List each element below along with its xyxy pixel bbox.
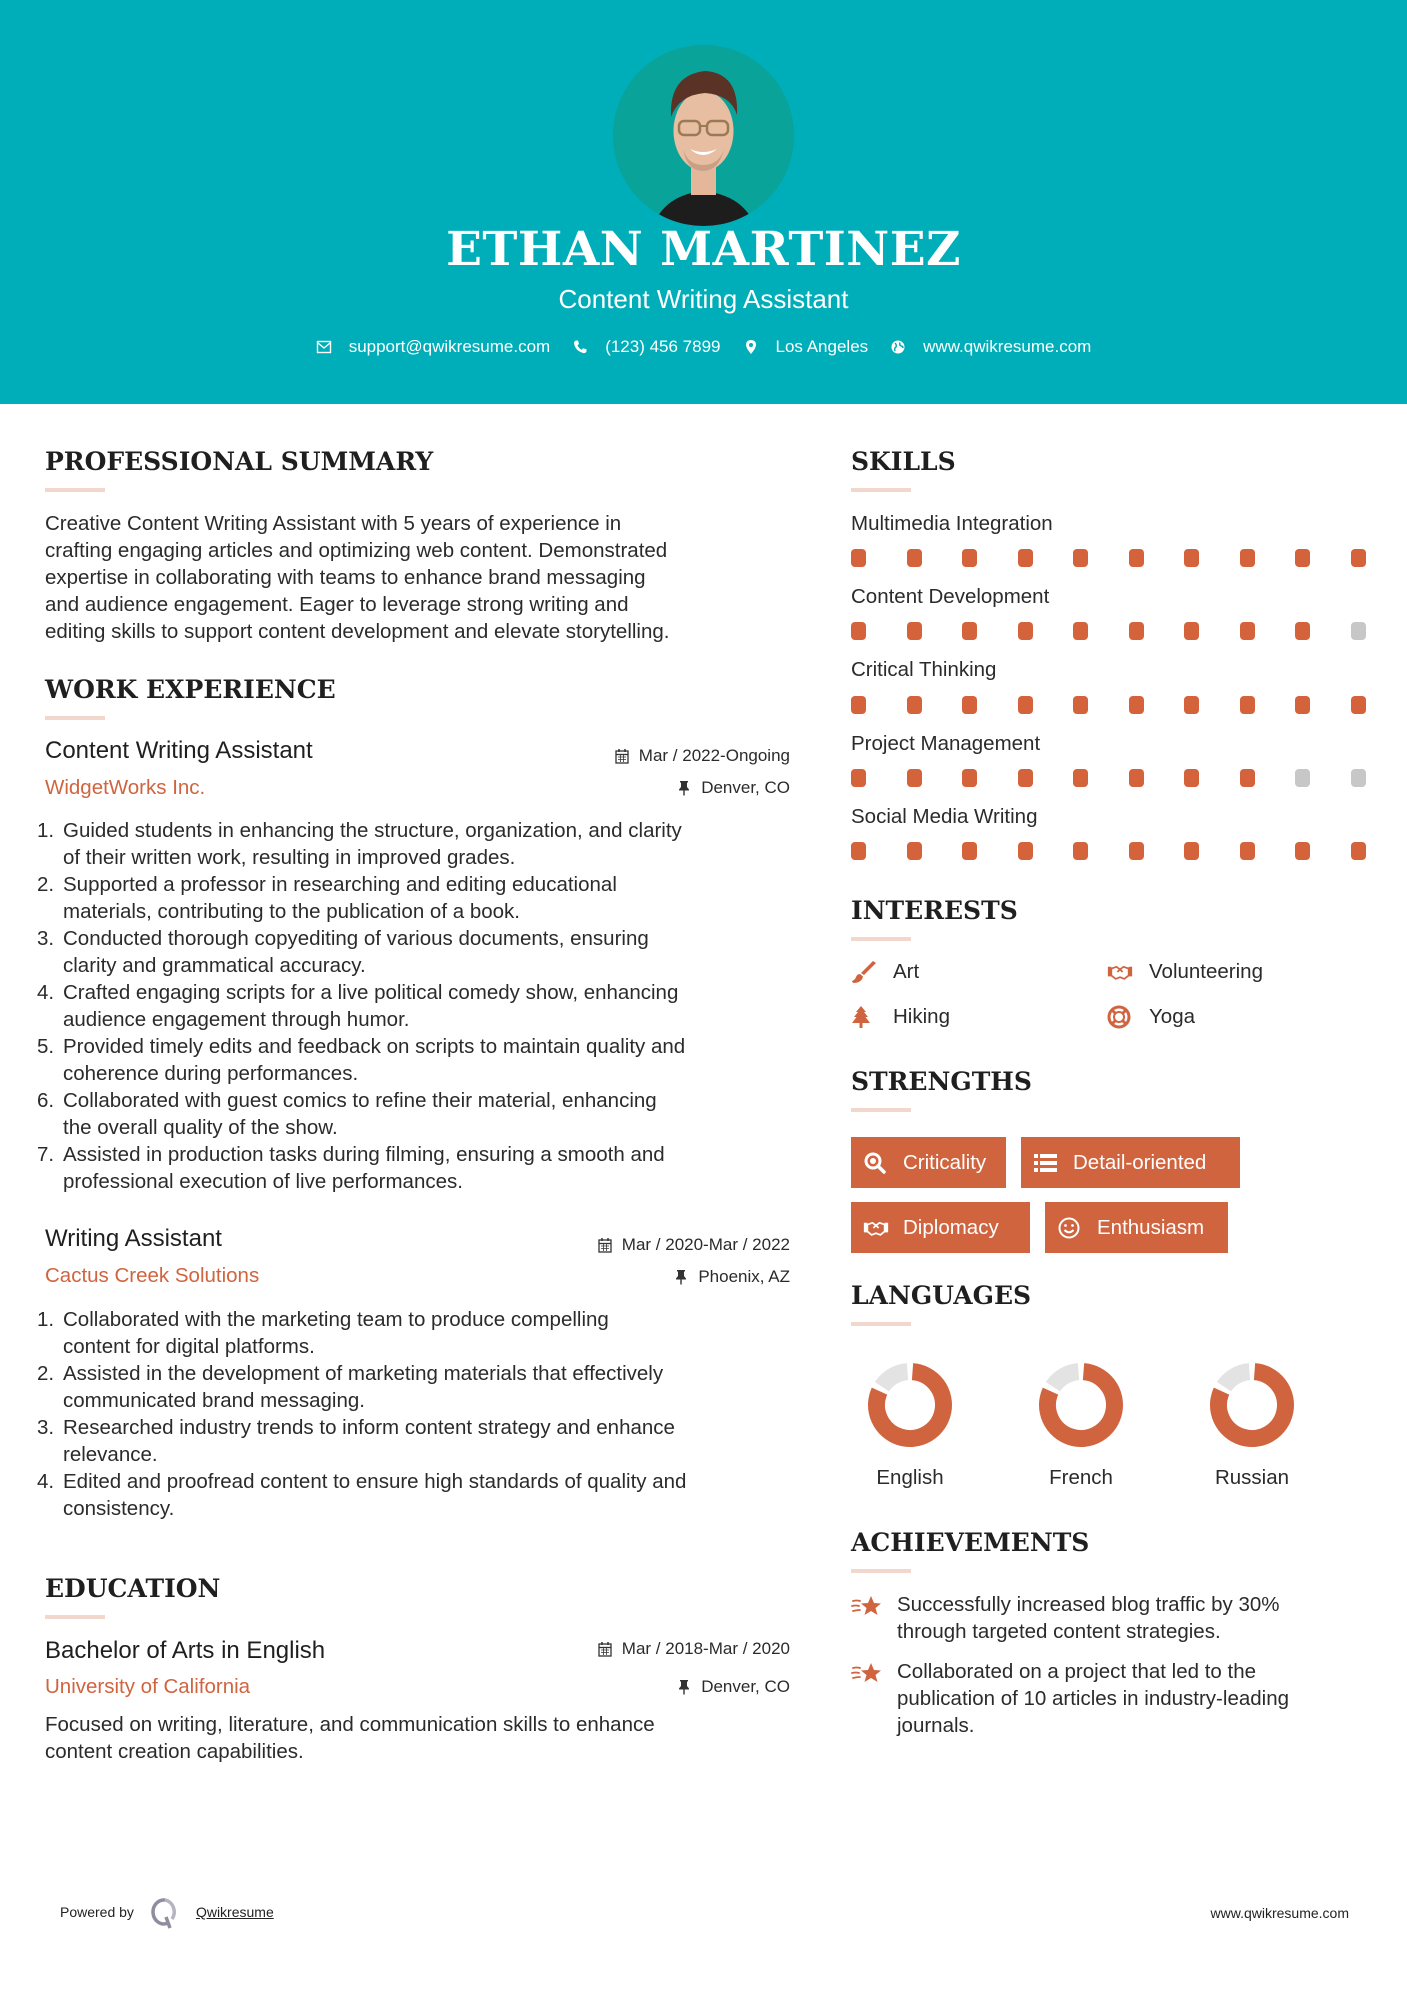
contact-website[interactable] bbox=[890, 337, 1091, 357]
skills-heading-rule bbox=[851, 488, 911, 492]
phone-icon bbox=[572, 339, 588, 355]
list-item bbox=[37, 1033, 797, 1087]
item-line: Assisted in production tasks during filming, ensuring a smooth and bbox=[63, 1143, 665, 1166]
item-number: 6. bbox=[37, 1089, 55, 1112]
education-heading-rule bbox=[45, 1615, 105, 1619]
calendar-icon bbox=[598, 1237, 612, 1253]
skill-dot-filled bbox=[962, 769, 977, 787]
education-heading: EDUCATION bbox=[45, 1574, 221, 1603]
job-location bbox=[674, 1267, 790, 1287]
job-responsibilities bbox=[37, 1306, 797, 1522]
skill-dot-filled bbox=[1184, 842, 1199, 860]
skill-dot-filled bbox=[1018, 622, 1033, 640]
strength-label: Detail-oriented bbox=[1073, 1150, 1207, 1174]
skill-dot-filled bbox=[851, 622, 866, 640]
skill-dot-filled bbox=[1351, 842, 1366, 860]
contact-location bbox=[743, 337, 869, 357]
shooting-star-icon bbox=[851, 1593, 883, 1621]
thumbtack-icon bbox=[677, 1679, 691, 1695]
skill-dot-filled bbox=[907, 549, 922, 567]
job-title: Content Writing Assistant bbox=[45, 737, 313, 764]
skill-dot-filled bbox=[851, 769, 866, 787]
item-number: 5. bbox=[37, 1035, 55, 1058]
item-number: 1. bbox=[37, 1308, 55, 1331]
experience-heading: WORK EXPERIENCE bbox=[45, 675, 336, 704]
globe-icon bbox=[890, 339, 906, 355]
skill-dot-filled bbox=[907, 842, 922, 860]
skill-dot-filled bbox=[1129, 842, 1144, 860]
skill-dot-filled bbox=[851, 842, 866, 860]
item-line: Collaborated with the marketing team to produce compelling bbox=[63, 1308, 609, 1331]
summary-line: crafting engaging articles and optimizing web content. Demonstrated bbox=[45, 539, 668, 562]
achievement-line: publication of 10 articles in industry-leading bbox=[897, 1687, 1290, 1710]
language-french bbox=[1021, 1362, 1141, 1490]
contact-email[interactable] bbox=[316, 337, 551, 357]
item-line: materials, contributing to the publication of a book. bbox=[63, 900, 520, 923]
skill-dot-filled bbox=[1240, 842, 1255, 860]
skill-dot-filled bbox=[962, 696, 977, 714]
item-line: audience engagement through humor. bbox=[63, 1008, 410, 1031]
envelope-icon bbox=[316, 339, 332, 355]
interest-item-yoga bbox=[1107, 1005, 1195, 1029]
item-line: consistency. bbox=[63, 1497, 175, 1520]
skill-dot-filled bbox=[1073, 549, 1088, 567]
skill-dot-filled bbox=[962, 622, 977, 640]
skill-dot-filled bbox=[851, 549, 866, 567]
skill-dot-filled bbox=[907, 622, 922, 640]
education-location-text: Denver, CO bbox=[701, 1677, 790, 1696]
languages-heading-rule bbox=[851, 1322, 911, 1326]
item-line: content for digital platforms. bbox=[63, 1335, 315, 1358]
list-item bbox=[37, 1468, 797, 1522]
qwikresume-link[interactable]: Qwikresume bbox=[195, 1904, 274, 1920]
achievement-line: through targeted content strategies. bbox=[897, 1620, 1221, 1643]
qwikresume-logo-icon bbox=[148, 1895, 182, 1929]
skill-rating bbox=[851, 769, 1406, 787]
strength-badge-detail-oriented bbox=[1021, 1137, 1240, 1188]
interest-item-volunteering bbox=[1107, 960, 1263, 984]
skill-dot-filled bbox=[1018, 842, 1033, 860]
skill-dot-filled bbox=[1184, 696, 1199, 714]
contact-phone[interactable] bbox=[572, 337, 720, 357]
list-item bbox=[37, 979, 797, 1033]
achievement-line: Successfully increased blog traffic by 30% bbox=[897, 1593, 1280, 1616]
skill-label: Content Development bbox=[851, 585, 1050, 608]
summary-line: editing skills to support content development and elevate storytelling. bbox=[45, 620, 670, 643]
interest-label: Hiking bbox=[893, 1005, 950, 1028]
handshake-icon bbox=[1107, 960, 1133, 984]
skill-dot-filled bbox=[1018, 769, 1033, 787]
profile-photo bbox=[613, 45, 794, 226]
search-icon bbox=[863, 1151, 889, 1175]
language-donut-chart bbox=[1038, 1362, 1124, 1448]
interests-heading-rule bbox=[851, 937, 911, 941]
skill-dot-filled bbox=[1240, 622, 1255, 640]
skill-dot-filled bbox=[1351, 696, 1366, 714]
item-number: 4. bbox=[37, 981, 55, 1004]
languages-heading: LANGUAGES bbox=[851, 1281, 1032, 1310]
job-dates-text: Mar / 2020-Mar / 2022 bbox=[621, 1235, 790, 1254]
summary-text bbox=[45, 510, 805, 645]
contact-phone-text: (123) 456 7899 bbox=[605, 337, 721, 356]
skill-dot-filled bbox=[1129, 696, 1144, 714]
item-line: Edited and proofread content to ensure high standards of quality and bbox=[63, 1470, 687, 1493]
skill-label: Critical Thinking bbox=[851, 658, 997, 681]
strength-badge-enthusiasm bbox=[1045, 1202, 1228, 1253]
skill-rating bbox=[851, 549, 1406, 567]
item-line: of their written work, resulting in improved grades. bbox=[63, 846, 516, 869]
item-line: Conducted thorough copyediting of various documents, ensuring bbox=[63, 927, 649, 950]
resume-header bbox=[0, 0, 1407, 404]
strength-badge-criticality bbox=[851, 1137, 1006, 1188]
item-number: 3. bbox=[37, 1416, 55, 1439]
language-label: French bbox=[1049, 1466, 1113, 1489]
item-line: clarity and grammatical accuracy. bbox=[63, 954, 366, 977]
list-item bbox=[37, 1141, 797, 1195]
skill-dot-filled bbox=[851, 696, 866, 714]
life-ring-icon bbox=[1107, 1005, 1133, 1029]
item-line: communicated brand messaging. bbox=[63, 1389, 365, 1412]
person-avatar-icon bbox=[613, 45, 794, 226]
school-name: University of California bbox=[45, 1675, 251, 1698]
skill-rating bbox=[851, 842, 1406, 860]
skill-dot-empty bbox=[1295, 769, 1310, 787]
list-item bbox=[37, 925, 797, 979]
achievement-text bbox=[897, 1591, 1279, 1645]
calendar-icon bbox=[615, 748, 629, 764]
list-item bbox=[37, 1360, 797, 1414]
language-donut-chart bbox=[1209, 1362, 1295, 1448]
language-russian bbox=[1192, 1362, 1312, 1490]
contact-bar bbox=[0, 337, 1407, 357]
skill-dot-filled bbox=[1184, 622, 1199, 640]
item-line: relevance. bbox=[63, 1443, 158, 1466]
skill-label: Social Media Writing bbox=[851, 805, 1038, 828]
interest-item-art bbox=[851, 960, 919, 984]
skill-dot-filled bbox=[1240, 549, 1255, 567]
job-location bbox=[677, 778, 790, 798]
powered-by-label: Powered by bbox=[60, 1904, 134, 1920]
education-location bbox=[677, 1677, 790, 1697]
skill-dot-filled bbox=[1184, 769, 1199, 787]
item-number: 1. bbox=[37, 819, 55, 842]
interest-label: Yoga bbox=[1149, 1005, 1195, 1028]
language-label: English bbox=[876, 1466, 944, 1489]
handshake-icon bbox=[863, 1216, 889, 1240]
language-label: Russian bbox=[1214, 1466, 1290, 1489]
item-line: Supported a professor in researching and editing educational bbox=[63, 873, 617, 896]
item-number: 7. bbox=[37, 1143, 55, 1166]
smile-icon bbox=[1057, 1216, 1083, 1240]
item-line: Provided timely edits and feedback on scripts to maintain quality and bbox=[63, 1035, 686, 1058]
achievements-heading-rule bbox=[851, 1569, 911, 1573]
skill-dot-empty bbox=[1351, 622, 1366, 640]
skill-dot-filled bbox=[1295, 842, 1310, 860]
item-line: Researched industry trends to inform content strategy and enhance bbox=[63, 1416, 675, 1439]
language-donut-chart bbox=[867, 1362, 953, 1448]
experience-heading-rule bbox=[45, 716, 105, 720]
skill-dot-filled bbox=[1018, 696, 1033, 714]
achievements-heading: ACHIEVEMENTS bbox=[851, 1528, 1090, 1557]
footer-website-link[interactable]: www.qwikresume.com bbox=[1210, 1905, 1349, 1921]
interest-label: Volunteering bbox=[1149, 960, 1263, 983]
language-english bbox=[850, 1362, 970, 1490]
achievement-item bbox=[851, 1591, 1371, 1645]
job-responsibilities bbox=[37, 817, 797, 1195]
thumbtack-icon bbox=[674, 1269, 688, 1285]
map-marker-icon bbox=[743, 339, 759, 355]
shooting-star-icon bbox=[851, 1660, 883, 1688]
skill-dot-filled bbox=[1073, 622, 1088, 640]
item-line: professional execution of live performances. bbox=[63, 1170, 463, 1193]
item-line: the overall quality of the show. bbox=[63, 1116, 338, 1139]
skill-dot-filled bbox=[1240, 696, 1255, 714]
list-item bbox=[37, 1306, 797, 1360]
list-item bbox=[37, 871, 797, 925]
summary-line: Creative Content Writing Assistant with 5 years of experience in bbox=[45, 512, 622, 535]
education-dates-text: Mar / 2018-Mar / 2020 bbox=[621, 1639, 790, 1658]
item-number: 4. bbox=[37, 1470, 55, 1493]
skill-dot-filled bbox=[1295, 549, 1310, 567]
item-line: Assisted in the development of marketing materials that effectively bbox=[63, 1362, 664, 1385]
skill-label: Multimedia Integration bbox=[851, 512, 1053, 535]
interest-item-hiking bbox=[851, 1005, 950, 1029]
candidate-name: ETHAN MARTINEZ bbox=[446, 222, 961, 277]
candidate-title: Content Writing Assistant bbox=[558, 284, 849, 314]
tree-icon bbox=[851, 1005, 877, 1029]
powered-by bbox=[60, 1895, 274, 1929]
summary-line: expertise in collaborating with teams to enhance brand messaging bbox=[45, 566, 646, 589]
contact-location-text: Los Angeles bbox=[775, 337, 869, 356]
list-item bbox=[37, 1087, 797, 1141]
company-name: WidgetWorks Inc. bbox=[45, 776, 206, 799]
paintbrush-icon bbox=[851, 960, 877, 984]
skill-dot-filled bbox=[1240, 769, 1255, 787]
skill-dot-filled bbox=[1129, 769, 1144, 787]
item-number: 2. bbox=[37, 873, 55, 896]
contact-website-text: www.qwikresume.com bbox=[923, 337, 1092, 356]
company-name: Cactus Creek Solutions bbox=[45, 1264, 260, 1287]
strength-label: Criticality bbox=[903, 1150, 987, 1174]
skill-dot-filled bbox=[1184, 549, 1199, 567]
degree-title: Bachelor of Arts in English bbox=[45, 1637, 326, 1664]
item-line: Crafted engaging scripts for a live political comedy show, enhancing bbox=[63, 981, 679, 1004]
skill-rating bbox=[851, 622, 1406, 640]
job-dates bbox=[615, 746, 790, 766]
job-dates-text: Mar / 2022-Ongoing bbox=[638, 746, 790, 765]
contact-email-text: support@qwikresume.com bbox=[348, 337, 551, 356]
strengths-heading-rule bbox=[851, 1108, 911, 1112]
skill-dot-filled bbox=[1351, 549, 1366, 567]
item-number: 3. bbox=[37, 927, 55, 950]
strength-badge-diplomacy bbox=[851, 1202, 1030, 1253]
skills-heading: SKILLS bbox=[851, 447, 956, 476]
strength-label: Diplomacy bbox=[903, 1215, 999, 1239]
skill-dot-filled bbox=[1073, 842, 1088, 860]
item-line: coherence during performances. bbox=[63, 1062, 359, 1085]
strength-label: Enthusiasm bbox=[1097, 1215, 1205, 1239]
skill-dot-empty bbox=[1351, 769, 1366, 787]
education-dates bbox=[598, 1639, 790, 1659]
skill-dot-filled bbox=[1073, 696, 1088, 714]
achievement-line: journals. bbox=[897, 1714, 975, 1737]
skill-dot-filled bbox=[1018, 549, 1033, 567]
job-location-text: Phoenix, AZ bbox=[698, 1267, 790, 1286]
education-line: content creation capabilities. bbox=[45, 1740, 304, 1763]
interests-heading: INTERESTS bbox=[851, 896, 1018, 925]
summary-heading-rule bbox=[45, 488, 105, 492]
list-item bbox=[37, 1414, 797, 1468]
skill-dot-filled bbox=[907, 696, 922, 714]
skill-dot-filled bbox=[962, 842, 977, 860]
skill-dot-filled bbox=[1295, 696, 1310, 714]
job-title: Writing Assistant bbox=[45, 1225, 222, 1252]
interest-label: Art bbox=[893, 960, 920, 983]
skill-dot-filled bbox=[907, 769, 922, 787]
skill-dot-filled bbox=[1295, 622, 1310, 640]
achievement-text bbox=[897, 1658, 1289, 1739]
skill-dot-filled bbox=[1129, 622, 1144, 640]
item-number: 2. bbox=[37, 1362, 55, 1385]
item-line: Guided students in enhancing the structure, organization, and clarity bbox=[63, 819, 682, 842]
skill-label: Project Management bbox=[851, 732, 1041, 755]
education-line: Focused on writing, literature, and communication skills to enhance bbox=[45, 1713, 655, 1736]
achievement-line: Collaborated on a project that led to the bbox=[897, 1660, 1256, 1683]
skill-rating bbox=[851, 696, 1406, 714]
skill-dot-filled bbox=[1129, 549, 1144, 567]
calendar-icon bbox=[598, 1641, 612, 1657]
list-icon bbox=[1033, 1151, 1059, 1175]
job-dates bbox=[598, 1235, 790, 1255]
skill-dot-filled bbox=[1073, 769, 1088, 787]
achievement-item bbox=[851, 1658, 1371, 1739]
education-description bbox=[45, 1711, 805, 1765]
list-item bbox=[37, 817, 797, 871]
summary-line: and audience engagement. Eager to leverage strong writing and bbox=[45, 593, 629, 616]
thumbtack-icon bbox=[677, 780, 691, 796]
summary-heading: PROFESSIONAL SUMMARY bbox=[45, 447, 434, 476]
strengths-heading: STRENGTHS bbox=[851, 1067, 1032, 1096]
item-line: Collaborated with guest comics to refine their material, enhancing bbox=[63, 1089, 657, 1112]
job-location-text: Denver, CO bbox=[701, 778, 790, 797]
skill-dot-filled bbox=[962, 549, 977, 567]
